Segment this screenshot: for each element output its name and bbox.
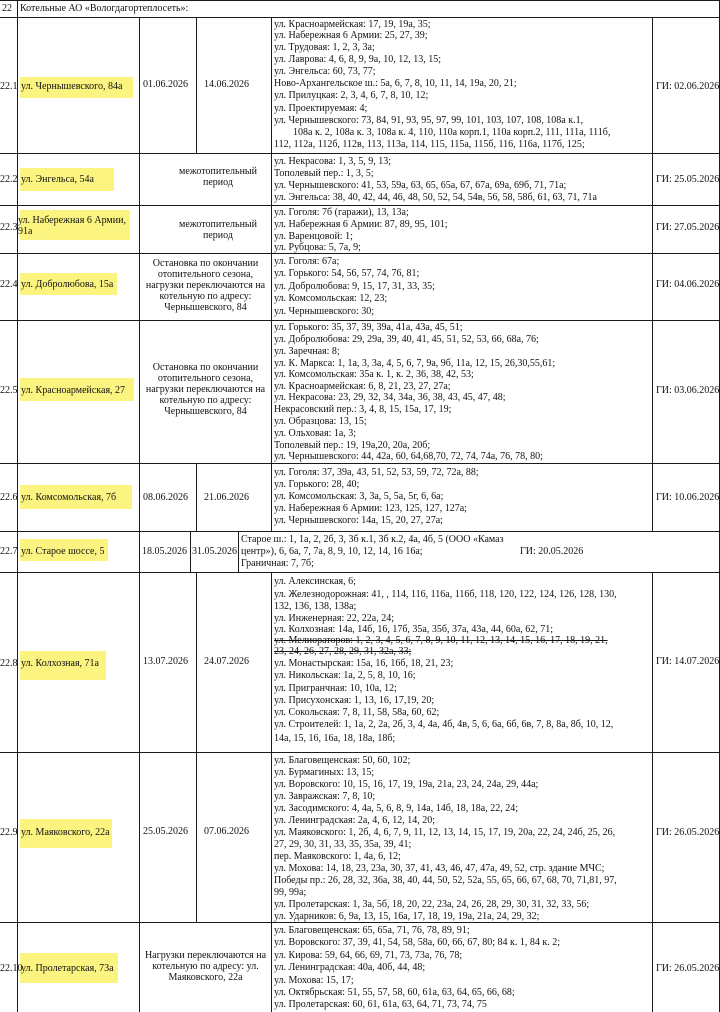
- boiler-address: ул. Комсомольская, 7б: [21, 492, 117, 503]
- gi-date: ГИ: 26.05.2026: [656, 827, 720, 838]
- streets-line: ул. Чернышевского: 41, 53, 59а, 63, 65, 65а, 67, 67а, 69а, 69б, 71, 71а;: [274, 180, 567, 191]
- streets-line: ул. Маяковского: 1, 2б, 4, 6, 7, 9, 11, 12, 13, 14, 15, 17, 19, 20а, 22, 24, 24б, 25, 26,: [274, 827, 616, 838]
- streets-line: ул. Чернышевского: 30;: [274, 306, 375, 317]
- start-date: 01.06.2026: [143, 79, 188, 90]
- streets-line: ул. Колхозная: 14а, 14б, 16, 17б, 35а, 35б, 37а, 43а, 44, 60а, 62, 71;: [274, 624, 554, 635]
- row-number: 22.7: [0, 546, 18, 557]
- streets-line: ул. Засодимского: 4, 4а, 5, 6, 8, 9, 14а, 14б, 18, 18а, 22, 24;: [274, 803, 519, 814]
- streets-line: ул. Ленинградская: 40а, 40б, 44, 48;: [274, 962, 426, 973]
- streets-line: Некрасовский пер.: 3, 4, 8, 15, 15а, 17, 19;: [274, 404, 452, 415]
- streets-line: ул. К. Маркса: 1, 1а, 3, 3а, 4, 5, 6, 7, 9а, 9б, 11а, 12, 15, 26,30,55,61;: [274, 358, 556, 369]
- streets-line: ул. Добролюбова: 9, 15, 17, 31, 33, 35;: [274, 281, 435, 292]
- boiler-address: ул. Колхозная, 71а: [21, 658, 99, 669]
- gi-date: ГИ: 03.06.2026: [656, 385, 720, 396]
- streets-line: ул. Пригранчная: 10, 10а, 12;: [274, 683, 397, 694]
- streets-line: ул. Мохова: 15, 17;: [274, 975, 354, 986]
- streets-line: ул. Присухонская: 1, 13, 16, 17,19, 20;: [274, 695, 435, 706]
- streets-line: ул. Благовещенская: 65, 65а, 71, 76, 78, 89, 91;: [274, 925, 470, 936]
- streets-line: ул. Мохова: 14, 18, 23, 23а, 30, 37, 41, 43, 46, 47, 47а, 49, 52, стр. здание МЧС;: [274, 863, 605, 874]
- gi-date: ГИ: 25.05.2026: [656, 174, 720, 185]
- streets-line: ул. Лаврова: 4, 6, 8, 9, 9а, 10, 12, 13, 15;: [274, 54, 442, 65]
- streets-line: ул. Чернышевского: 44, 42а, 60, 64,68,70, 72, 74, 74а, 76, 78, 80;: [274, 451, 543, 462]
- gi-date: ГИ: 02.06.2026: [656, 81, 720, 92]
- streets-line-struck: ул. Мелиораторов: 1, 2, 3, 4, 5, 6, 7, 8, 9, 10, 11, 12, 13, 14, 15, 16, 17, 18, 19, 21,: [274, 635, 608, 646]
- streets-line: ул. Энгельса: 38, 40, 42, 44, 46, 48, 50, 52, 54, 54в, 56, 58, 58б, 61, 63, 71, 71а: [274, 192, 597, 203]
- start-date: 13.07.2026: [143, 656, 188, 667]
- streets-line: центр»), 6, 6а, 7, 7а, 8, 9, 10, 12, 14, 16 16а;: [241, 546, 423, 557]
- streets-line: ул. Набережная 6 Армии: 123, 125, 127, 127а;: [274, 503, 467, 514]
- streets-line: 99, 99а;: [274, 887, 307, 898]
- streets-line: ул. Ударников: 6, 9а, 13, 15, 16а, 17, 18, 19, 19а, 21а, 24, 29, 32;: [274, 911, 540, 922]
- streets-line: ул. Набережная 6 Армии: 87, 89, 95, 101;: [274, 219, 448, 230]
- end-date: 14.06.2026: [204, 79, 249, 90]
- streets-line: ул. Гоголя: 67а;: [274, 256, 340, 267]
- streets-line: ул. Ленинградская: 2а, 4, 6, 12, 14, 20;: [274, 815, 436, 826]
- row-number: 22.3: [0, 222, 18, 233]
- switch-note: Нагрузки переключаются на котельную по адресу: ул. Маяковского, 22а: [144, 950, 267, 983]
- period-note: межотопительный период: [178, 219, 258, 241]
- streets-line: ул. Некрасова: 1, 3, 5, 9, 13;: [274, 156, 392, 167]
- section-title: Котельные АО «Вологдагортеплосеть»:: [20, 3, 189, 14]
- streets-line: ул. Образцова: 13, 15;: [274, 416, 367, 427]
- streets-line: 27, 29, 30, 31, 33, 35, 35а, 39, 41;: [274, 839, 412, 850]
- streets-line: ул. Пролетарская: 60, 61, 61а, 63, 64, 71, 73, 74, 75: [274, 999, 487, 1010]
- row-number: 22.10: [0, 963, 23, 974]
- streets-line: ул. Прилуцкая: 2, 3, 4, 6, 7, 8, 10, 12;: [274, 90, 429, 101]
- streets-line: ул. Кирова: 59, 64, 66, 69, 71, 73, 73а, 76, 78;: [274, 950, 463, 961]
- streets-line: ул. Горького: 28, 40;: [274, 479, 360, 490]
- section-number: 22: [2, 3, 12, 14]
- gi-date: ГИ: 04.06.2026: [656, 279, 720, 290]
- streets-line: Граничная: 7, 7б;: [241, 558, 314, 569]
- streets-line: ул. Железнодорожная: 41, , 114, 116, 116а, 116б, 118, 120, 122, 124, 126, 128, 130,: [274, 589, 617, 600]
- streets-line: Победы пр.: 26, 28, 32, 36а, 38, 40, 44, 50, 52, 52а, 55, 65, 66, 67, 68, 70, 71,81, 97,: [274, 875, 617, 886]
- streets-line: 14а, 15, 16, 16а, 18, 18а, 18б;: [274, 733, 396, 744]
- boiler-address: ул. Набережная 6 Армии, 91а: [18, 215, 126, 237]
- boiler-address: ул. Пролетарская, 73а: [21, 963, 114, 974]
- row-number: 22.9: [0, 827, 18, 838]
- start-date: 18.05.2026: [142, 546, 187, 557]
- row-number: 22.6: [0, 492, 18, 503]
- streets-line: Ново-Архангельское ш.: 5а, 6, 7, 8, 10, 11, 14, 19а, 20, 21;: [274, 78, 517, 89]
- end-date: 31.05.2026: [192, 546, 237, 557]
- gi-date: ГИ: 10.06.2026: [656, 492, 720, 503]
- streets-line-struck: 23, 24, 26, 27, 28, 29, 31, 32а, 33;: [274, 646, 412, 657]
- streets-line: ул. Бурмагиных: 13, 15;: [274, 767, 375, 778]
- streets-line: ул. Проектируемая: 4;: [274, 103, 368, 114]
- period-note: межотопительный период: [178, 166, 258, 188]
- streets-line: ул. Энгельса: 60, 73, 77;: [274, 66, 376, 77]
- boiler-address: ул. Старое шоссе, 5: [21, 546, 105, 557]
- streets-line: ул. Пролетарская: 1, 3а, 5б, 18, 20, 22, 23а, 24, 26, 28, 29, 30, 31, 32, 33, 56;: [274, 899, 590, 910]
- streets-line: ул. Комсомольская: 3, 3а, 5, 5а, 5г, 6, 6а;: [274, 491, 444, 502]
- row-number: 22.8: [0, 658, 18, 669]
- streets-line: 112, 112а, 112б, 112в, 113, 113а, 114, 115, 115а, 115б, 116, 116а, 117б, 125;: [274, 139, 585, 150]
- start-date: 25.05.2026: [143, 826, 188, 837]
- streets-line: ул. Ольховая: 1а, 3;: [274, 428, 357, 439]
- streets-line: Тополевый пер.: 1, 3, 5;: [274, 168, 374, 179]
- streets-line: ул. Некрасова: 23, 29, 32, 34, 34а, 36, 38, 43, 45, 47, 48;: [274, 392, 506, 403]
- row-number: 22.1: [0, 81, 18, 92]
- streets-line: ул. Благовещенская: 50, 60, 102;: [274, 755, 411, 766]
- streets-line: 132, 136, 138, 138а;: [274, 601, 357, 612]
- row-number: 22.5: [0, 385, 18, 396]
- switch-note: Остановка по окончании отопительного сезона, нагрузки переключаются на котельную по адресу: Чернышевского, 84: [145, 258, 266, 313]
- streets-line: ул. Никольская: 1а, 2, 5, 8, 10, 16;: [274, 670, 416, 681]
- streets-line: ул. Монастырская: 15а, 16, 16б, 18, 21, 23;: [274, 658, 454, 669]
- end-date: 21.06.2026: [204, 492, 249, 503]
- streets-line: ул. Воровского: 10, 15, 16, 17, 19, 19а, 21а, 23, 24, 24а, 29, 44а;: [274, 779, 539, 790]
- streets-line: ул. Алексинская, 6;: [274, 576, 356, 587]
- streets-line: ул. Сокольская: 7, 8, 11, 58, 58а, 60, 62;: [274, 707, 440, 718]
- row-number: 22.2: [0, 174, 18, 185]
- streets-line: ул. Красноармейская: 17, 19, 19а, 35;: [274, 19, 431, 30]
- boiler-address: ул. Маяковского, 22а: [21, 827, 110, 838]
- gi-date: ГИ: 27.05.2026: [656, 222, 720, 233]
- streets-line: ул. Красноармейская: 6, 8, 21, 23, 27, 27а;: [274, 381, 451, 392]
- streets-line: ул. Горького: 35, 37, 39, 39а, 41а, 43а, 45, 51;: [274, 322, 463, 333]
- streets-line: ул. Гоголя: 37, 39а, 43, 51, 52, 53, 59, 72, 72а, 88;: [274, 467, 479, 478]
- boiler-address: ул. Добролюбова, 15а: [21, 279, 114, 290]
- gi-date: ГИ: 20.05.2026: [520, 546, 584, 557]
- streets-line: ул. Чернышевского: 14а, 15, 20, 27, 27а;: [274, 515, 443, 526]
- end-date: 24.07.2026: [204, 656, 249, 667]
- streets-line: ул. Октябрьская: 51, 55, 57, 58, 60, 61а, 63, 64, 65, 66, 68;: [274, 987, 515, 998]
- streets-line: 108а к. 2, 108а к. 3, 108а к. 4, 110, 110а корп.1, 110а корп.2, 111, 111а, 111б,: [293, 127, 611, 138]
- boiler-address: ул. Чернышевского, 84а: [21, 81, 123, 92]
- row-number: 22.4: [0, 279, 18, 290]
- boiler-address: ул. Красноармейская, 27: [21, 385, 126, 396]
- streets-line: ул. Гоголя: 7б (гаражи), 13, 13а;: [274, 207, 409, 218]
- streets-line: ул. Заречная: 8;: [274, 346, 340, 357]
- streets-line: ул. Горького: 54, 56, 57, 74, 76, 81;: [274, 268, 420, 279]
- streets-line: ул. Трудовая: 1, 2, 3, 3а;: [274, 42, 375, 53]
- streets-line: ул. Рубцова: 5, 7а, 9;: [274, 242, 361, 253]
- streets-line: пер. Маяковского: 1, 4а, 6, 12;: [274, 851, 401, 862]
- end-date: 07.06.2026: [204, 826, 249, 837]
- gi-date: ГИ: 26.05.2026: [656, 963, 720, 974]
- streets-line: Старое ш.: 1, 1а, 2, 2б, 3, 3б к.1, 3б к.2, 4а, 4б, 5 (ООО «Камаз: [241, 534, 504, 545]
- streets-line: ул. Завражская: 7, 8, 10;: [274, 791, 376, 802]
- streets-line: ул. Добролюбова: 29, 29а, 39, 40, 41, 45, 51, 52, 53, 66, 68а, 76;: [274, 334, 539, 345]
- gi-date: ГИ: 14.07.2026: [656, 656, 720, 667]
- streets-line: ул. Набережная 6 Армии: 25, 27, 39;: [274, 30, 428, 41]
- streets-line: ул. Комсомольская: 35а к. 1, к. 2, 36, 38, 42, 53;: [274, 369, 474, 380]
- streets-line: ул. Чернышевского: 73, 84, 91, 93, 95, 97, 99, 101, 103, 107, 108, 108а к.1,: [274, 115, 584, 126]
- streets-line: ул. Инженерная: 22, 22а, 24;: [274, 613, 395, 624]
- streets-line: Тополевый пер.: 19, 19а,20, 20а, 20б;: [274, 440, 431, 451]
- streets-line: ул. Воровского: 37, 39, 41, 54, 58, 58а, 60, 66, 67, 80; 84 к. 1, 84 к. 2;: [274, 937, 561, 948]
- streets-line: ул. Комсомольская: 12, 23;: [274, 293, 388, 304]
- streets-line: ул. Варенцовой: 1;: [274, 231, 353, 242]
- streets-line: ул. Строителей: 1, 1а, 2, 2а, 2б, 3, 4, 4а, 4б, 4в, 5, 6, 6а, 6б, 6в, 7, 8, 8а, 8б, 10, 12,: [274, 719, 614, 730]
- boiler-address: ул. Энгельса, 54а: [21, 174, 94, 185]
- switch-note: Остановка по окончании отопительного сезона, нагрузки переключаются на котельную по адресу: Чернышевского, 84: [145, 362, 266, 417]
- start-date: 08.06.2026: [143, 492, 188, 503]
